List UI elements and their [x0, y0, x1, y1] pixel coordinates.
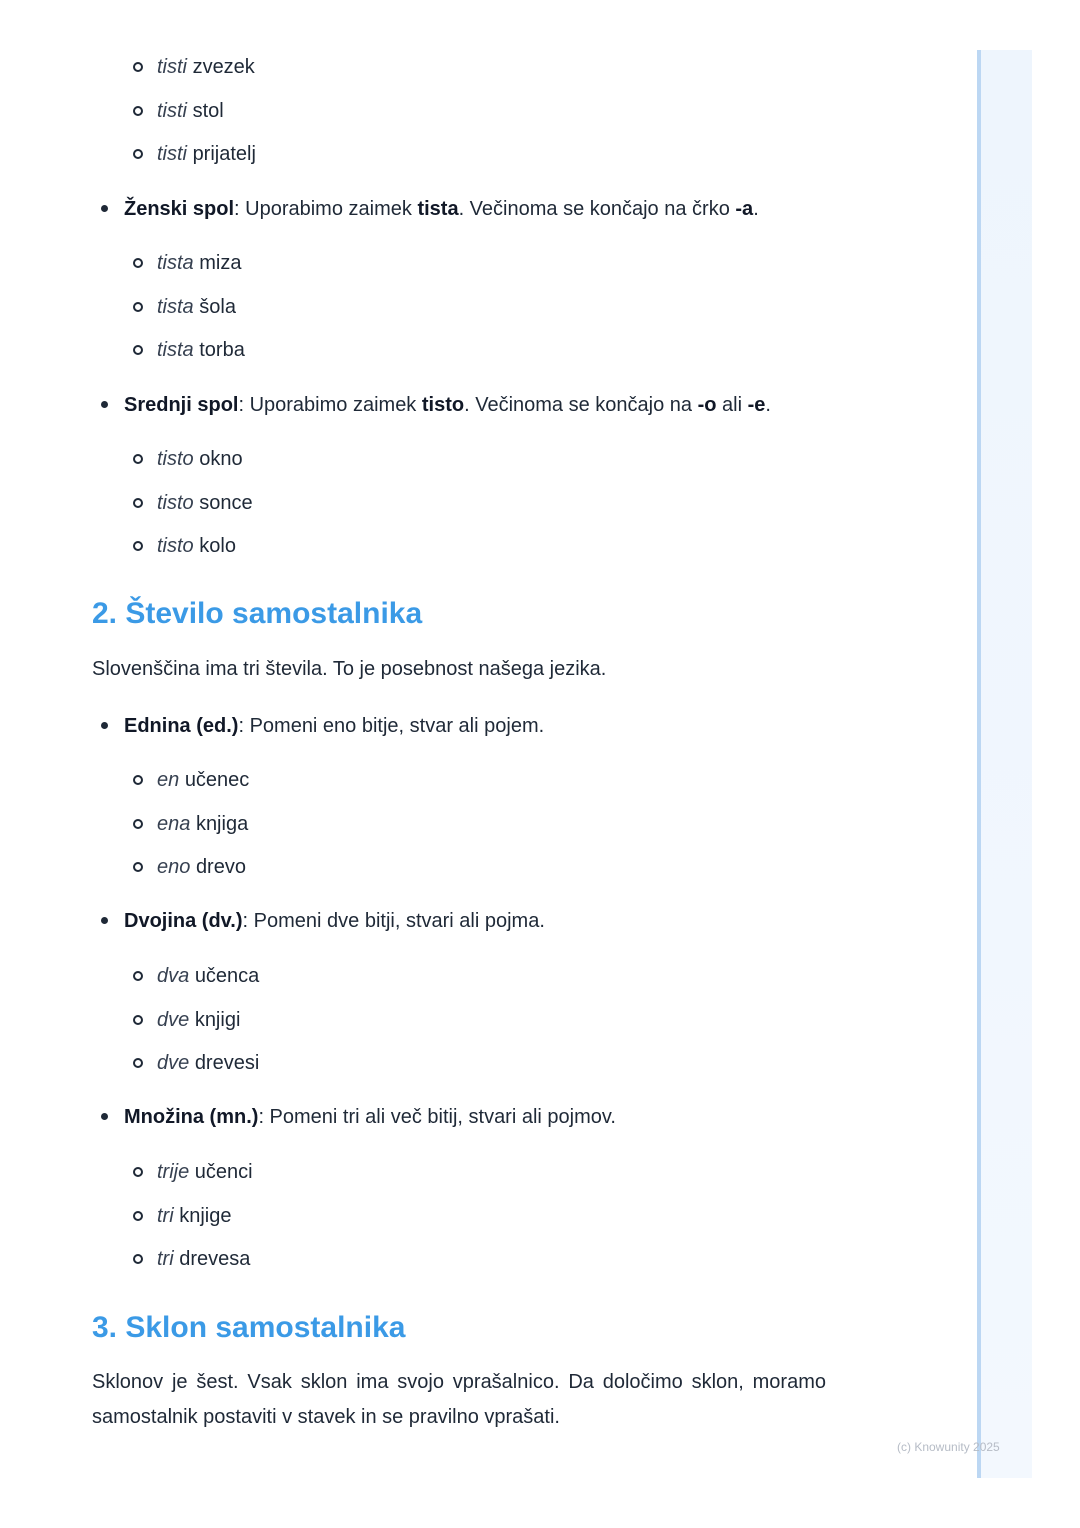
list-item: tisti stol — [157, 100, 224, 122]
list-item: tisto okno — [157, 448, 243, 470]
list-item: tisto kolo — [157, 535, 236, 557]
list-item: tri knjige — [157, 1205, 232, 1227]
list-item: tista miza — [157, 252, 242, 274]
list-item: tisto sonce — [157, 492, 253, 514]
gender-neuter-item: Srednji spol: Uporabimo zaimek tisto. Večinoma se končajo na -o ali -e. — [124, 394, 771, 416]
section-intro: Sklonov je šest. Vsak sklon ima svojo vprašalnico. Da določimo sklon, moramo samostalnik postaviti v stavek in se pravilno vprašati. — [92, 1371, 826, 1428]
number-singular-item: Ednina (ed.): Pomeni eno bitje, stvar ali pojem. — [124, 715, 545, 737]
list-item: dva učenca — [157, 965, 260, 987]
copyright-footer: (c) Knowunity 2025 — [897, 1440, 1000, 1454]
list-item: dve knjigi — [157, 1009, 241, 1031]
list-item: tista šola — [157, 296, 236, 318]
side-panel — [977, 50, 1032, 1478]
list-item: eno drevo — [157, 856, 246, 878]
list-item: tri drevesa — [157, 1248, 251, 1270]
section-heading-number: 2. Število samostalnika — [92, 597, 423, 630]
section-intro: Slovenščina ima tri števila. To je posebnost našega jezika. — [92, 658, 607, 680]
number-dual-item: Dvojina (dv.): Pomeni dve bitji, stvari ali pojma. — [124, 910, 545, 932]
number-plural-item: Množina (mn.): Pomeni tri ali več bitij, stvari ali pojmov. — [124, 1106, 616, 1128]
list-item: tisti zvezek — [157, 56, 255, 78]
list-item: dve drevesi — [157, 1052, 260, 1074]
gender-feminine-item: Ženski spol: Uporabimo zaimek tista. Večinoma se končajo na črko -a. — [124, 198, 759, 220]
list-item: en učenec — [157, 769, 250, 791]
section-heading-case: 3. Sklon samostalnika — [92, 1311, 406, 1344]
list-item: tisti prijatelj — [157, 143, 256, 165]
list-item: ena knjiga — [157, 813, 249, 835]
list-item: trije učenci — [157, 1161, 253, 1183]
list-item: tista torba — [157, 339, 245, 361]
